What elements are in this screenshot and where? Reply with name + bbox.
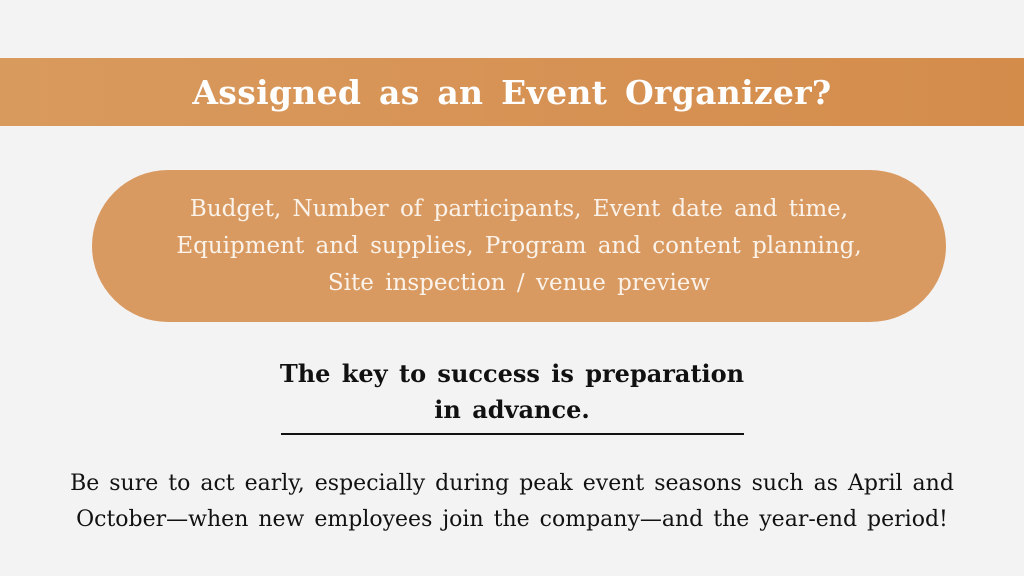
advice-note-line: Be sure to act early, especially during peak event seasons such as April and	[70, 471, 954, 496]
key-message	[270, 356, 754, 428]
key-message-line: The key to success is preparation	[279, 359, 745, 388]
checklist-line: Site inspection / venue preview	[327, 269, 711, 296]
page-title: Assigned as an Event Organizer?	[192, 72, 832, 112]
checklist-line: Budget, Number of participants, Event date and time,	[189, 195, 849, 222]
checklist-pill	[92, 170, 946, 322]
title-banner	[0, 58, 1024, 126]
checklist-line: Equipment and supplies, Program and content planning,	[176, 232, 862, 259]
advice-note	[30, 466, 994, 538]
key-message-underline	[281, 433, 744, 435]
key-message-line: in advance.	[434, 395, 590, 424]
advice-note-line: October—when new employees join the company—and the year-end period!	[76, 507, 948, 532]
